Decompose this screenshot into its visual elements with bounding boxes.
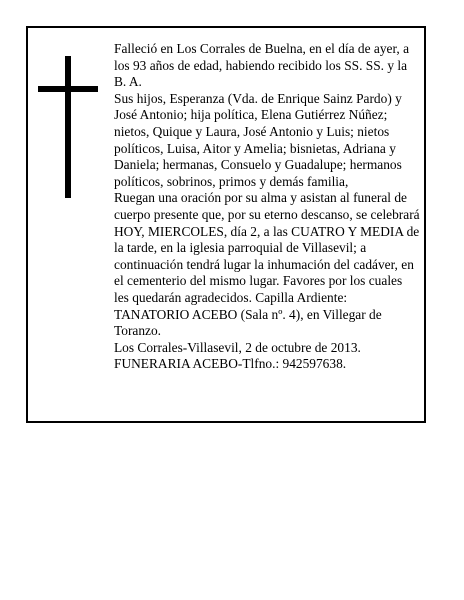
notice-paragraph-death: Falleció en Los Corrales de Buelna, en el día de ayer, a los 93 años de edad, habiendo recibido los SS. SS. y la B. A. — [114, 41, 410, 90]
notice-paragraph-family: Sus hijos, Esperanza (Vda. de Enrique Sainz Pardo) y José Antonio; hija política, Elena Gutiérrez Núñez; nietos, Quique y Laura, José Antonio y Luis; nietos políticos, Luisa, Aitor y Amelia; bisnietas, Adriana y Daniela; hermanas, Consuelo y Guadalupe; hermanos políticos, sobrinos, primos y demás familia, — [114, 90, 402, 189]
notice-text — [114, 41, 420, 373]
cross-icon — [38, 56, 98, 198]
notice-paragraph-funeral-home: FUNERARIA ACEBO-Tlfno.: 942597638. — [114, 356, 347, 372]
notice-paragraph-date: Los Corrales-Villasevil, 2 de octubre de 2013. — [114, 339, 361, 355]
obituary-notice — [26, 26, 426, 423]
cross-horizontal-bar — [38, 86, 98, 92]
notice-paragraph-funeral: Ruegan una oración por su alma y asistan al funeral de cuerpo presente que, por su eterno descanso, se celebrará HOY, MIERCOLES, día 2, a las CUATRO Y MEDIA de la tarde, en la iglesia parroquial de Villasevil; a continuación tendrá lugar la inhumación del cadáver, en el cementerio del mismo lugar. Favores por los cuales les quedarán agradecidos. Capilla Ardiente: TANATORIO ACEBO (Sala nº. 4), en Villegar de Toranzo. — [114, 190, 420, 339]
cross-vertical-bar — [65, 56, 71, 198]
